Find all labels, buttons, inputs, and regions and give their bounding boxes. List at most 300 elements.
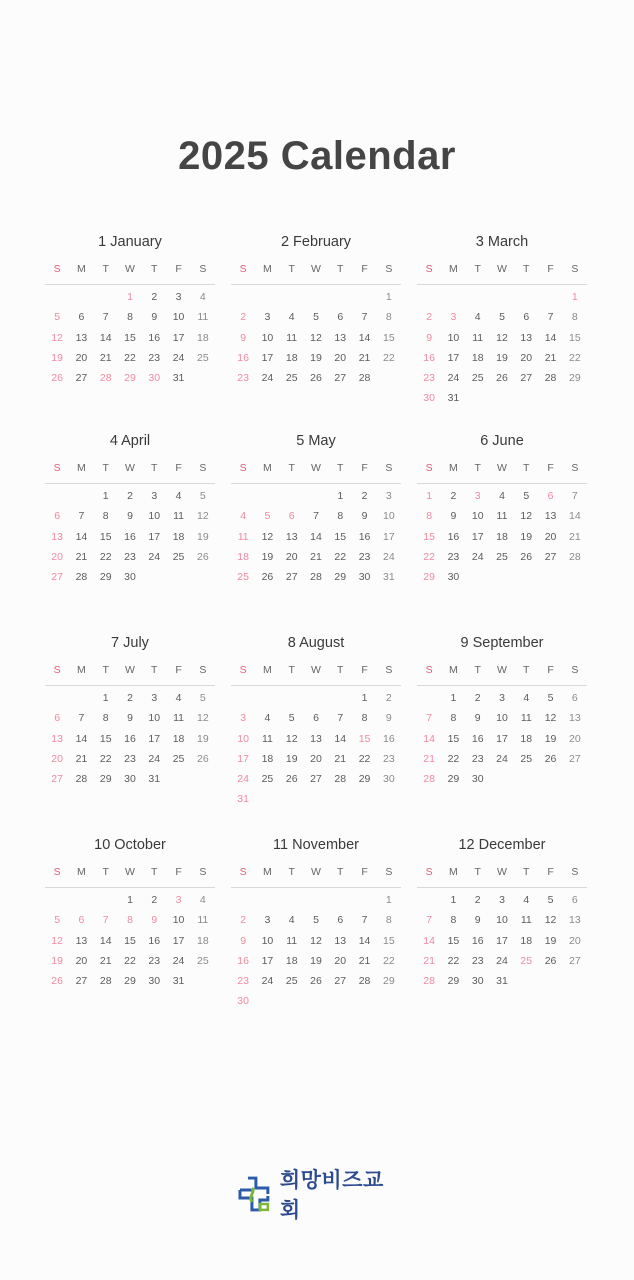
day-cell: 6 <box>337 311 344 324</box>
month-block <box>231 429 401 587</box>
empty-day <box>69 287 93 307</box>
day-cell: 3 <box>499 894 505 906</box>
empty-day <box>441 287 465 307</box>
day-cell: 18 <box>237 550 249 563</box>
day-cell: 20 <box>285 550 298 563</box>
weekday-header <box>45 663 215 686</box>
day-cell: 12 <box>496 331 508 344</box>
day-cell: 13 <box>51 732 63 745</box>
weekday-label: S <box>385 866 393 878</box>
day-cell: 15 <box>423 530 435 543</box>
day-cell: 9 <box>240 331 247 344</box>
weekday-label: F <box>361 263 368 275</box>
weekday-label: S <box>385 263 393 275</box>
day-cell: 11 <box>286 331 298 344</box>
day-cell: 16 <box>471 732 484 745</box>
day-cell: 5 <box>547 894 554 906</box>
day-grid <box>45 285 215 388</box>
weekday-label: S <box>425 664 433 676</box>
day-cell: 28 <box>334 773 347 786</box>
weekday-label: T <box>288 664 295 676</box>
day-cell: 13 <box>75 331 88 344</box>
weekday-label: T <box>102 664 109 676</box>
weekday-label: S <box>53 263 61 275</box>
day-cell: 5 <box>547 692 554 704</box>
weekday-label: M <box>263 462 272 474</box>
weekday-label: W <box>125 866 135 878</box>
day-cell: 15 <box>124 934 136 947</box>
day-cell: 3 <box>499 692 505 704</box>
empty-day <box>328 688 352 708</box>
day-cell: 21 <box>310 550 322 563</box>
day-cell: 6 <box>571 692 578 704</box>
day-cell: 29 <box>334 571 347 584</box>
day-cell: 18 <box>172 732 185 745</box>
weekday-label: M <box>77 866 86 878</box>
day-cell: 12 <box>310 934 322 947</box>
weekday-label: M <box>77 263 86 275</box>
month-block <box>417 833 587 991</box>
day-cell: 1 <box>337 490 344 502</box>
weekday-label: W <box>497 664 507 676</box>
day-cell: 22 <box>124 351 136 364</box>
day-cell: 12 <box>196 712 209 725</box>
day-cell: 5 <box>523 490 530 502</box>
day-cell: 2 <box>450 490 457 502</box>
day-cell: 13 <box>568 914 581 927</box>
day-cell: 22 <box>334 550 347 563</box>
day-cell: 5 <box>313 311 319 324</box>
month-block <box>45 631 215 789</box>
day-cell: 1 <box>426 490 433 502</box>
day-cell: 19 <box>520 530 533 543</box>
day-cell: 17 <box>172 934 185 947</box>
day-cell: 8 <box>426 510 433 523</box>
day-cell: 11 <box>197 311 209 324</box>
day-cell: 14 <box>310 530 322 543</box>
day-cell: 23 <box>358 550 371 563</box>
day-cell: 5 <box>499 311 505 324</box>
day-cell: 23 <box>237 975 249 988</box>
day-cell: 17 <box>382 530 395 543</box>
day-cell: 4 <box>288 914 295 927</box>
weekday-label: S <box>53 462 61 474</box>
day-cell: 27 <box>310 773 322 786</box>
weekday-label: S <box>571 866 579 878</box>
weekday-label: M <box>449 866 458 878</box>
day-cell: 1 <box>571 291 578 303</box>
day-cell: 1 <box>385 291 392 303</box>
day-cell: 10 <box>261 934 274 947</box>
day-cell: 5 <box>199 692 206 704</box>
day-cell: 7 <box>571 490 578 502</box>
month-name: 4 April <box>109 433 151 449</box>
weekday-label: T <box>151 664 158 676</box>
month-block <box>231 230 401 388</box>
month-block <box>231 631 401 810</box>
weekday-label: W <box>311 263 321 275</box>
day-cell: 14 <box>99 331 112 344</box>
weekday-label: F <box>547 664 554 676</box>
day-cell: 31 <box>382 571 395 584</box>
day-cell: 11 <box>496 510 508 523</box>
weekday-label: S <box>425 462 433 474</box>
day-cell: 14 <box>544 331 557 344</box>
day-cell: 27 <box>544 550 557 563</box>
weekday-label: M <box>77 664 86 676</box>
day-cell: 22 <box>447 954 460 967</box>
day-cell: 20 <box>334 351 347 364</box>
day-cell: 19 <box>261 550 274 563</box>
day-grid <box>231 484 401 587</box>
weekday-label: M <box>263 866 272 878</box>
day-cell: 6 <box>523 311 530 324</box>
day-cell: 19 <box>310 351 322 364</box>
day-cell: 5 <box>264 510 271 523</box>
weekday-label: W <box>497 462 507 474</box>
day-cell: 23 <box>124 752 136 765</box>
day-cell: 14 <box>358 934 371 947</box>
day-cell: 20 <box>544 530 557 543</box>
day-cell: 2 <box>127 490 133 502</box>
day-cell: 1 <box>102 490 109 502</box>
day-cell: 26 <box>496 372 508 385</box>
day-cell: 25 <box>496 550 508 563</box>
day-cell: 9 <box>127 510 133 523</box>
weekday-label: S <box>53 866 61 878</box>
weekday-label: S <box>425 866 433 878</box>
weekday-header <box>45 865 215 888</box>
day-grid <box>417 686 587 789</box>
day-cell: 3 <box>474 490 481 502</box>
day-cell: 14 <box>568 510 581 523</box>
day-cell: 28 <box>358 372 371 385</box>
day-cell: 10 <box>496 712 508 725</box>
weekday-label: S <box>199 664 207 676</box>
month-block <box>45 833 215 991</box>
day-cell: 23 <box>124 550 136 563</box>
day-cell: 28 <box>544 372 557 385</box>
day-cell: 11 <box>197 914 209 927</box>
day-cell: 22 <box>568 351 581 364</box>
empty-day <box>255 486 279 506</box>
day-cell: 12 <box>544 712 557 725</box>
day-cell: 29 <box>124 975 136 988</box>
day-cell: 10 <box>148 712 161 725</box>
day-cell: 2 <box>361 490 368 502</box>
day-cell: 15 <box>358 732 371 745</box>
day-cell: 24 <box>261 975 274 988</box>
day-cell: 21 <box>99 954 112 967</box>
day-cell: 6 <box>337 914 344 927</box>
day-cell: 17 <box>261 351 274 364</box>
day-cell: 21 <box>99 351 112 364</box>
day-cell: 22 <box>382 954 395 967</box>
day-cell: 4 <box>175 692 182 704</box>
weekday-label: F <box>175 664 182 676</box>
day-cell: 30 <box>148 372 161 385</box>
empty-day <box>45 287 69 307</box>
weekday-label: S <box>385 462 393 474</box>
day-cell: 8 <box>385 914 392 927</box>
weekday-label: S <box>199 866 207 878</box>
day-cell: 13 <box>334 934 347 947</box>
weekday-label: S <box>239 263 247 275</box>
day-cell: 27 <box>285 571 298 584</box>
day-cell: 1 <box>385 894 392 906</box>
day-cell: 22 <box>358 752 371 765</box>
day-cell: 17 <box>172 331 185 344</box>
day-cell: 22 <box>423 550 435 563</box>
weekday-label: W <box>125 664 135 676</box>
weekday-label: S <box>239 664 247 676</box>
day-cell: 30 <box>148 975 161 988</box>
day-cell: 14 <box>75 732 88 745</box>
day-cell: 13 <box>285 530 298 543</box>
weekday-label: T <box>102 866 109 878</box>
weekday-label: T <box>474 462 481 474</box>
day-cell: 2 <box>240 311 247 324</box>
weekday-header <box>417 663 587 686</box>
day-cell: 15 <box>99 530 112 543</box>
day-cell: 9 <box>151 311 158 324</box>
month-name: 3 March <box>475 234 529 250</box>
day-cell: 14 <box>358 331 371 344</box>
day-cell: 9 <box>240 934 247 947</box>
day-cell: 8 <box>127 311 133 324</box>
day-cell: 25 <box>237 571 249 584</box>
weekday-header <box>417 865 587 888</box>
empty-day <box>280 688 304 708</box>
day-cell: 21 <box>75 550 88 563</box>
day-cell: 16 <box>447 530 460 543</box>
day-cell: 24 <box>172 954 185 967</box>
day-cell: 16 <box>237 954 249 967</box>
day-cell: 6 <box>547 490 554 502</box>
day-cell: 10 <box>447 331 460 344</box>
weekday-label: F <box>175 866 182 878</box>
weekday-label: S <box>385 664 393 676</box>
empty-day <box>280 486 304 506</box>
day-cell: 26 <box>544 954 557 967</box>
day-cell: 19 <box>196 530 209 543</box>
day-cell: 17 <box>471 530 484 543</box>
day-cell: 24 <box>148 550 161 563</box>
day-cell: 23 <box>237 372 249 385</box>
weekday-label: T <box>337 462 344 474</box>
day-cell: 26 <box>196 752 209 765</box>
month-block <box>417 230 587 409</box>
day-cell: 11 <box>173 510 184 523</box>
weekday-label: W <box>497 866 507 878</box>
empty-day <box>417 688 441 708</box>
day-cell: 24 <box>382 550 395 563</box>
day-cell: 13 <box>51 530 63 543</box>
day-cell: 26 <box>310 975 322 988</box>
day-cell: 15 <box>568 331 581 344</box>
weekday-label: F <box>175 263 182 275</box>
day-cell: 4 <box>499 490 505 502</box>
day-cell: 29 <box>382 975 395 988</box>
day-cell: 1 <box>361 692 368 704</box>
day-cell: 21 <box>358 954 371 967</box>
day-cell: 10 <box>382 510 395 523</box>
weekday-label: T <box>337 263 344 275</box>
day-cell: 27 <box>75 372 88 385</box>
empty-day <box>304 486 328 506</box>
day-cell: 1 <box>127 894 133 906</box>
day-cell: 26 <box>51 975 63 988</box>
weekday-header <box>231 663 401 686</box>
day-cell: 23 <box>447 550 460 563</box>
day-cell: 15 <box>99 732 112 745</box>
day-cell: 24 <box>237 773 249 786</box>
empty-day <box>45 486 69 506</box>
day-cell: 20 <box>520 351 533 364</box>
page-title: 2025 Calendar <box>178 134 456 178</box>
day-cell: 24 <box>471 550 484 563</box>
day-cell: 9 <box>474 914 481 927</box>
day-cell: 2 <box>151 894 158 906</box>
day-cell: 3 <box>240 712 247 725</box>
day-grid <box>231 686 401 810</box>
day-cell: 18 <box>496 530 508 543</box>
day-cell: 17 <box>148 732 161 745</box>
day-cell: 4 <box>523 692 530 704</box>
day-cell: 9 <box>361 510 368 523</box>
day-cell: 20 <box>568 934 581 947</box>
day-cell: 2 <box>240 914 247 927</box>
day-cell: 17 <box>496 732 508 745</box>
day-cell: 3 <box>450 311 457 324</box>
day-cell: 27 <box>568 954 581 967</box>
day-cell: 18 <box>196 934 209 947</box>
weekday-label: T <box>523 263 530 275</box>
day-cell: 17 <box>148 530 161 543</box>
day-cell: 12 <box>196 510 209 523</box>
day-cell: 10 <box>261 331 274 344</box>
day-cell: 8 <box>385 311 392 324</box>
day-cell: 20 <box>568 732 581 745</box>
day-cell: 29 <box>99 571 112 584</box>
weekday-label: S <box>571 462 579 474</box>
empty-day <box>69 688 93 708</box>
day-cell: 28 <box>99 975 112 988</box>
month-block <box>417 631 587 789</box>
day-cell: 27 <box>75 975 88 988</box>
weekday-label: W <box>497 263 507 275</box>
day-grid <box>45 686 215 789</box>
day-cell: 18 <box>471 351 484 364</box>
day-cell: 28 <box>568 550 581 563</box>
weekday-label: W <box>311 866 321 878</box>
weekday-header <box>417 262 587 285</box>
day-cell: 10 <box>172 914 185 927</box>
day-cell: 4 <box>523 894 530 906</box>
day-cell: 14 <box>334 732 347 745</box>
day-cell: 30 <box>358 571 371 584</box>
day-cell: 30 <box>124 773 136 786</box>
day-cell: 9 <box>474 712 481 725</box>
day-cell: 21 <box>423 954 435 967</box>
empty-day <box>45 688 69 708</box>
day-cell: 1 <box>102 692 109 704</box>
day-cell: 28 <box>75 571 88 584</box>
day-cell: 23 <box>471 954 484 967</box>
day-grid <box>231 888 401 1012</box>
day-cell: 9 <box>385 712 392 725</box>
day-cell: 8 <box>450 712 457 725</box>
weekday-label: M <box>263 664 272 676</box>
day-cell: 22 <box>99 752 112 765</box>
day-cell: 9 <box>127 712 133 725</box>
day-cell: 29 <box>358 773 371 786</box>
day-cell: 24 <box>496 954 508 967</box>
day-cell: 27 <box>334 372 347 385</box>
cross-logo-icon <box>234 1174 274 1214</box>
day-cell: 31 <box>447 392 460 405</box>
day-cell: 16 <box>382 732 395 745</box>
day-cell: 13 <box>75 934 88 947</box>
day-cell: 12 <box>544 914 557 927</box>
weekday-label: M <box>449 462 458 474</box>
day-cell: 30 <box>471 975 484 988</box>
day-cell: 25 <box>285 372 298 385</box>
day-cell: 8 <box>102 510 109 523</box>
day-cell: 6 <box>313 712 319 725</box>
weekday-label: W <box>311 462 321 474</box>
weekday-header <box>45 262 215 285</box>
weekday-header <box>231 461 401 484</box>
day-cell: 10 <box>237 732 249 745</box>
weekday-label: S <box>571 664 579 676</box>
day-cell: 17 <box>447 351 460 364</box>
day-cell: 24 <box>148 752 161 765</box>
weekday-label: T <box>337 664 344 676</box>
day-cell: 25 <box>471 372 484 385</box>
day-cell: 7 <box>361 914 368 927</box>
day-grid <box>231 285 401 388</box>
day-cell: 2 <box>151 291 158 303</box>
weekday-label: F <box>361 462 368 474</box>
day-cell: 1 <box>127 291 133 303</box>
empty-day <box>304 287 328 307</box>
day-cell: 29 <box>568 372 581 385</box>
day-cell: 23 <box>382 752 395 765</box>
day-cell: 14 <box>75 530 88 543</box>
day-cell: 14 <box>99 934 112 947</box>
day-cell: 5 <box>288 712 295 725</box>
day-cell: 2 <box>426 311 433 324</box>
day-cell: 25 <box>172 752 185 765</box>
day-cell: 15 <box>124 331 136 344</box>
day-cell: 27 <box>520 372 533 385</box>
day-cell: 8 <box>102 712 109 725</box>
day-cell: 16 <box>358 530 371 543</box>
day-cell: 19 <box>496 351 508 364</box>
day-cell: 18 <box>285 954 298 967</box>
day-cell: 16 <box>124 530 136 543</box>
day-cell: 8 <box>450 914 457 927</box>
month-name: 7 July <box>111 635 149 651</box>
day-cell: 18 <box>261 752 274 765</box>
day-cell: 31 <box>172 975 185 988</box>
day-cell: 13 <box>568 712 581 725</box>
weekday-label: S <box>53 664 61 676</box>
empty-day <box>231 287 255 307</box>
weekday-label: T <box>474 866 481 878</box>
day-cell: 10 <box>172 311 185 324</box>
